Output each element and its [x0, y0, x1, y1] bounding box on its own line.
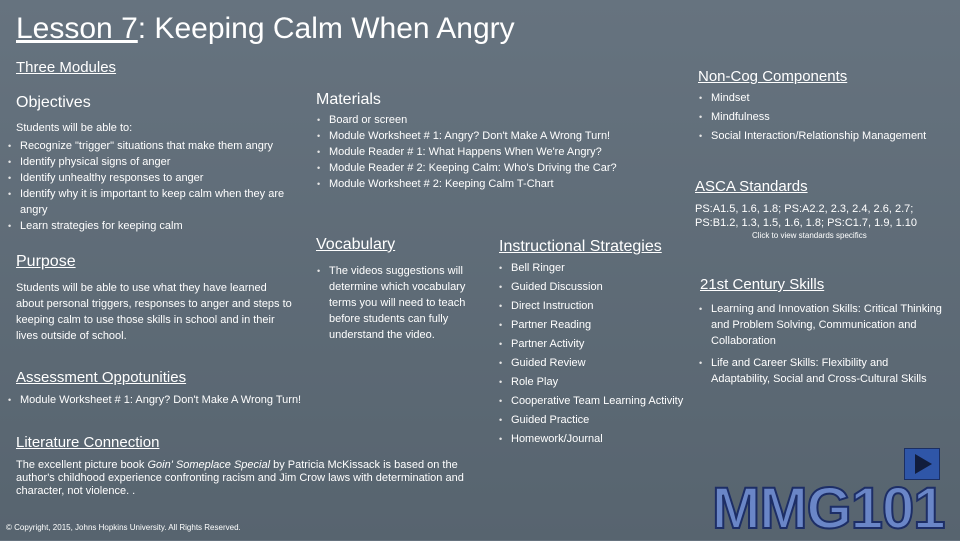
- list-item: • Guided Review: [497, 355, 707, 371]
- asca-heading[interactable]: ASCA Standards: [695, 178, 808, 195]
- vocabulary-list: [315, 263, 475, 343]
- assessment-list: [6, 392, 346, 408]
- materials-list: [315, 112, 635, 192]
- noncog-list: [697, 90, 947, 147]
- objectives-list: [6, 138, 294, 234]
- noncog-heading[interactable]: Non-Cog Components: [698, 68, 848, 85]
- list-item: • Module Worksheet # 1: Angry? Don't Make A Wrong Turn!: [6, 392, 346, 408]
- copyright-text: © Copyright, 2015, Johns Hopkins University. All Rights Reserved.: [6, 523, 241, 532]
- list-item: • Cooperative Team Learning Activity: [497, 393, 707, 409]
- list-item: • Recognize "trigger" situations that make them angry: [6, 138, 294, 154]
- mmg101-logo: MMG101: [712, 476, 945, 541]
- skills21-list: [697, 301, 947, 387]
- list-item: • Identify unhealthy responses to anger: [6, 170, 294, 186]
- list-item: • Board or screen: [315, 112, 635, 128]
- strategies-heading[interactable]: Instructional Strategies: [499, 238, 662, 255]
- list-item: • Homework/Journal: [497, 431, 707, 447]
- list-item: • Identify physical signs of anger: [6, 154, 294, 170]
- skills21-heading[interactable]: 21st Century Skills: [700, 276, 825, 293]
- objectives-intro: Students will be able to:: [16, 122, 133, 134]
- list-item: • Partner Activity: [497, 336, 707, 352]
- literature-book-title: Goin' Someplace Special: [147, 459, 271, 471]
- list-item: • Partner Reading: [497, 317, 707, 333]
- materials-heading: Materials: [316, 91, 381, 108]
- list-item: • Role Play: [497, 374, 707, 390]
- list-item: • Bell Ringer: [497, 260, 707, 276]
- list-item: • Identify why it is important to keep calm when they are angry: [6, 186, 294, 218]
- assessment-heading[interactable]: Assessment Oppotunities: [16, 369, 187, 386]
- asca-click-link[interactable]: Click to view standards specifics: [752, 231, 867, 240]
- asca-codes: PS:A1.5, 1.6, 1.8; PS:A2.2, 2.3, 2.4, 2.6, 2.7; PS:B1.2, 1.3, 1.5, 1.6, 1.8; PS:C1.7, 1.9, 1.10: [695, 203, 917, 229]
- literature-text: [16, 459, 471, 498]
- list-item: • Mindset: [697, 90, 947, 106]
- vocabulary-heading[interactable]: Vocabulary: [316, 236, 396, 253]
- next-arrow-icon: [905, 449, 939, 479]
- list-item: • Direct Instruction: [497, 298, 707, 314]
- modules-heading[interactable]: Three Modules: [16, 59, 117, 76]
- list-item: • Module Worksheet # 2: Keeping Calm T-Chart: [315, 176, 635, 192]
- purpose-text: Students will be able to use what they have learned about personal triggers, responses to anger and steps to keeping calm to use those skills in school and in their lives outside of school.: [16, 282, 292, 342]
- list-item: • Learn strategies for keeping calm: [6, 218, 294, 234]
- list-item: • Module Reader # 1: What Happens When We're Angry?: [315, 144, 635, 160]
- objectives-heading: Objectives: [16, 94, 91, 111]
- list-item: • Guided Discussion: [497, 279, 707, 295]
- lesson-title-text: : Keeping Calm When Angry: [137, 12, 515, 45]
- lesson-title: [16, 12, 515, 46]
- list-item: • Module Reader # 2: Keeping Calm: Who's Driving the Car?: [315, 160, 635, 176]
- list-item: • Guided Practice: [497, 412, 707, 428]
- list-item: • Module Worksheet # 1: Angry? Don't Make A Wrong Turn!: [315, 128, 635, 144]
- list-item: • The videos suggestions will determine which vocabulary terms you will need to teach before students can fully understand the video.: [315, 263, 475, 343]
- purpose-heading[interactable]: Purpose: [16, 253, 76, 270]
- list-item: • Life and Career Skills: Flexibility and Adaptability, Social and Cross-Cultural Skills: [697, 355, 947, 387]
- list-item: • Mindfulness: [697, 109, 947, 125]
- lesson-number-link[interactable]: Lesson 7: [16, 12, 138, 45]
- literature-pre: The excellent picture book: [16, 459, 148, 471]
- strategies-list: [497, 260, 707, 450]
- list-item: • Learning and Innovation Skills: Critical Thinking and Problem Solving, Communication and Collaboration: [697, 301, 947, 349]
- literature-post: by Patricia McKissack is based on the author's childhood experience confronting racism and Jim Crow laws with determination and character, not violence. .: [16, 459, 464, 497]
- list-item: • Social Interaction/Relationship Management: [697, 128, 947, 144]
- literature-heading[interactable]: Literature Connection: [16, 434, 160, 451]
